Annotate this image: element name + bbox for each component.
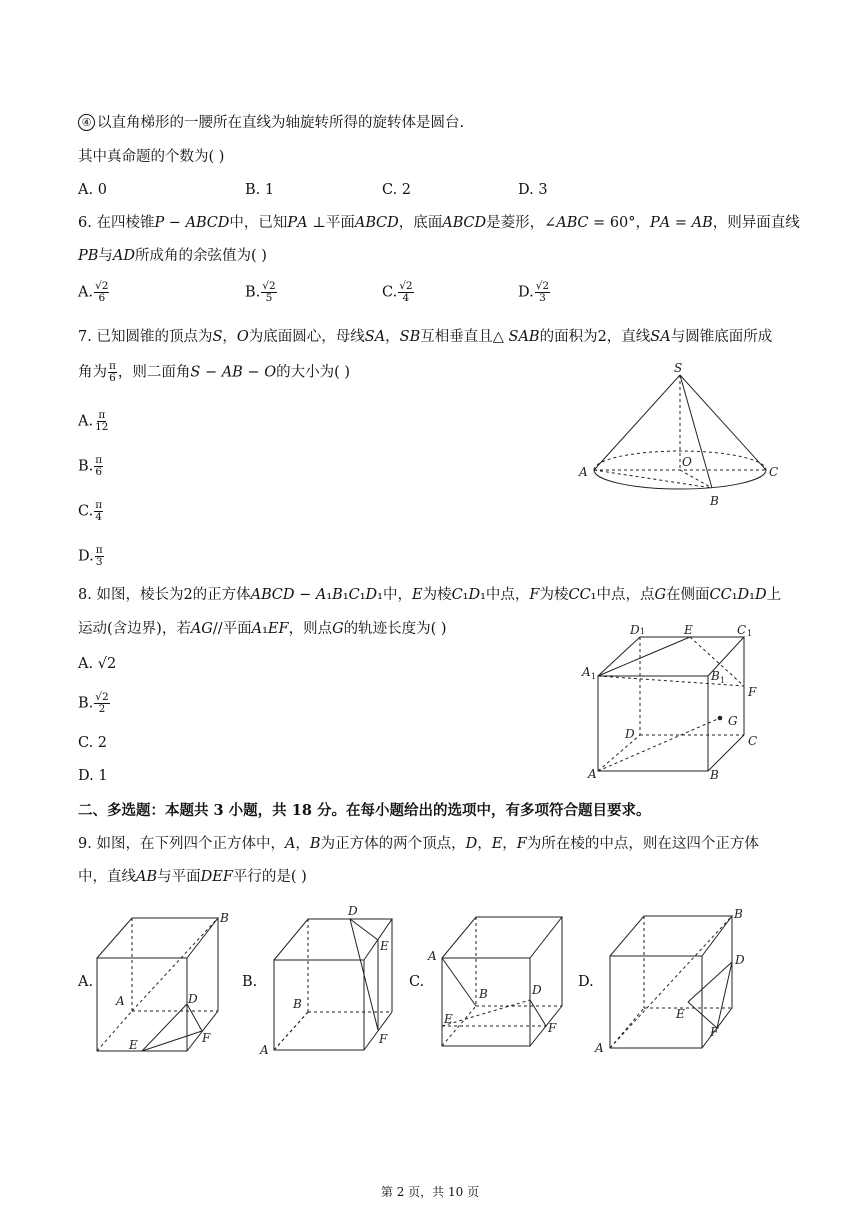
q9b-label-D: D bbox=[348, 904, 358, 918]
q8-top-face bbox=[598, 637, 744, 676]
q7-option-c bbox=[78, 500, 104, 523]
q9b-label-F: F bbox=[379, 1032, 388, 1046]
q8-point-G bbox=[718, 716, 723, 721]
q9b-front-face bbox=[274, 960, 364, 1050]
q8-label-A: A bbox=[588, 767, 597, 781]
q8-option-b-letter: B. bbox=[78, 695, 94, 712]
q6-option-c bbox=[382, 281, 415, 304]
q9a-top-face bbox=[97, 918, 218, 958]
q5-item4-number: ④ bbox=[78, 114, 95, 131]
q9d-label-D: D bbox=[735, 953, 745, 967]
q9-stem-line2: 中，直线𝐴𝐵与平面𝐷𝐸𝐹平行的是( ) bbox=[78, 869, 307, 885]
q6-option-d-letter: D. bbox=[518, 284, 534, 301]
q7-stem-line1: 7. 已知圆锥的顶点为𝑆，𝑂为底面圆心，母线𝑆𝐴，𝑆𝐵互相垂直且△ 𝑆𝐴𝐵的面积为2，直线𝑆𝐴与圆锥底面所成 bbox=[78, 329, 773, 345]
q8-option-a-value: √2 bbox=[97, 656, 117, 672]
q8-seg-AG bbox=[598, 718, 720, 771]
q8-label-E: E bbox=[684, 623, 693, 637]
q9-figure-c-label: C. bbox=[409, 974, 425, 990]
q6-option-c-num: √2 bbox=[399, 280, 413, 292]
q6-option-b-letter: B. bbox=[245, 284, 261, 301]
q9d-label-B: B bbox=[734, 907, 743, 921]
q6-option-d-num: √2 bbox=[535, 280, 550, 292]
q7-stem-line2 bbox=[78, 361, 350, 384]
q5-item4-text: 以直角梯形的一腰所在直线为轴旋转所得的旋转体是圆台. bbox=[97, 115, 465, 131]
q7-label-A: A bbox=[579, 465, 588, 479]
q8-label-C: C bbox=[748, 734, 758, 748]
q9a-hidden-left bbox=[97, 1011, 132, 1051]
q7-option-b-letter: B. bbox=[78, 458, 94, 475]
q7-option-d bbox=[78, 545, 105, 568]
q8-label-C1: C bbox=[737, 623, 747, 637]
q6-option-b bbox=[245, 281, 278, 304]
q8-option-c-letter: C. bbox=[78, 735, 94, 751]
q8-option-c-value: 2 bbox=[97, 735, 108, 751]
q9b-top-face bbox=[274, 919, 392, 960]
q6-option-a-den: 6 bbox=[98, 292, 106, 304]
q8-label-D1-sub: 1 bbox=[640, 627, 646, 636]
q7-angle-num: π bbox=[109, 360, 116, 372]
q6-stem-line2: 𝑃𝐵与𝐴𝐷所成角的余弦值为( ) bbox=[78, 248, 267, 264]
q8-label-D: D bbox=[625, 727, 635, 741]
q8-option-d bbox=[78, 766, 108, 786]
q8-option-a bbox=[78, 654, 116, 674]
q8-label-A1: A bbox=[582, 665, 591, 679]
section2-heading: 二、多选题：本题共 3 小题，共 18 分。在每小题给出的选项中，有多项符合题目要求。 bbox=[78, 802, 651, 819]
q5-option-a: A. 0 bbox=[78, 182, 107, 198]
q7-option-a-letter: A. bbox=[78, 413, 94, 430]
q8-cube-figure bbox=[580, 622, 765, 784]
q9c-front-face bbox=[442, 958, 530, 1046]
q9b-label-E: E bbox=[380, 939, 389, 953]
q9b-line-AB bbox=[274, 1012, 308, 1050]
q9d-label-E: E bbox=[676, 1007, 685, 1021]
q8-label-D1: D bbox=[630, 623, 640, 637]
q7-chord-AB bbox=[594, 470, 712, 488]
q9d-label-A: A bbox=[595, 1041, 604, 1054]
q7-option-b-num: π bbox=[95, 454, 103, 466]
q9a-label-F: F bbox=[202, 1031, 211, 1045]
q6-option-a-num: √2 bbox=[95, 280, 109, 292]
q9-figure-b-label: B. bbox=[242, 974, 258, 990]
q5-option-c: C. 2 bbox=[382, 182, 412, 198]
q7-option-b-den: 6 bbox=[95, 466, 103, 478]
q7-option-d-den: 3 bbox=[95, 556, 103, 568]
q9c-seg-DE bbox=[442, 1000, 530, 1026]
q9c-label-B: B bbox=[479, 987, 488, 1001]
q9d-seg-DE bbox=[688, 962, 732, 1002]
q9-cube-b bbox=[258, 902, 398, 1056]
q8-stem-line1: 8. 如图，棱长为2的正方体𝐴𝐵𝐶𝐷 − 𝐴₁𝐵₁𝐶₁𝐷₁中，𝐸为棱𝐶₁𝐷₁中点，𝐹为棱𝐶𝐶₁中点，点𝐺在侧面𝐶𝐶₁𝐷₁𝐷上 bbox=[78, 587, 782, 603]
q9c-seg-DF bbox=[530, 1000, 546, 1026]
q9c-label-A: A bbox=[428, 949, 437, 963]
q6-option-d-den: 3 bbox=[539, 292, 546, 304]
q9c-line-AB bbox=[442, 958, 476, 1006]
q8-seg-A1E bbox=[598, 637, 690, 676]
q8-label-F: F bbox=[748, 685, 757, 699]
q6-option-c-letter: C. bbox=[382, 284, 398, 301]
q9-stem-line1: 9. 如图，在下列四个正方体中，𝐴，𝐵为正方体的两个顶点，𝐷，𝐸，𝐹为所在棱的中点，则在这四个正方体 bbox=[78, 836, 759, 852]
q9a-label-E: E bbox=[129, 1038, 138, 1052]
q9-figure-a-label: A. bbox=[78, 974, 94, 990]
q6-stem-line1: 6. 在四棱锥𝑃 − 𝐴𝐵𝐶𝐷中，已知𝑃𝐴 ⊥平面𝐴𝐵𝐶𝐷，底面𝐴𝐵𝐶𝐷是菱形，∠𝐴𝐵𝐶 = 60°，𝑃𝐴 = 𝐴𝐵，则异面直线 bbox=[78, 215, 800, 231]
q9a-line-AB bbox=[132, 918, 218, 1011]
q9c-label-F: F bbox=[548, 1021, 557, 1035]
q7-stem-line2-post: ，则二面角𝑆 − 𝐴𝐵 − 𝑂的大小为( ) bbox=[117, 364, 351, 381]
q7-option-d-num: π bbox=[95, 544, 103, 556]
q9a-seg-DF bbox=[187, 1004, 202, 1031]
q7-option-a-den: 12 bbox=[95, 421, 109, 433]
q5-item4 bbox=[78, 113, 464, 133]
q7-option-b bbox=[78, 455, 104, 478]
q7-option-c-den: 4 bbox=[95, 511, 102, 523]
q6-option-a-letter: A. bbox=[78, 284, 94, 301]
q7-angle-den: 6 bbox=[109, 372, 116, 384]
q8-option-d-value: 1 bbox=[98, 768, 108, 784]
q8-label-B: B bbox=[710, 768, 719, 782]
q7-label-O: O bbox=[682, 455, 692, 469]
q6-option-b-den: 5 bbox=[265, 292, 273, 304]
q8-label-A1-sub: 1 bbox=[591, 672, 597, 681]
q6-option-a bbox=[78, 281, 110, 304]
q7-option-d-letter: D. bbox=[78, 548, 94, 565]
q7-option-c-letter: C. bbox=[78, 503, 94, 520]
q9b-label-A: A bbox=[260, 1043, 269, 1056]
q9b-label-B: B bbox=[293, 997, 302, 1011]
q9-figure-d-label: D. bbox=[578, 974, 594, 990]
q7-cone-figure bbox=[575, 362, 790, 512]
q8-label-B1-sub: 1 bbox=[720, 676, 726, 685]
q9c-top-face bbox=[442, 917, 562, 958]
q6-option-c-den: 4 bbox=[402, 292, 410, 304]
q8-option-b-den: 2 bbox=[98, 703, 106, 715]
q9-cube-d bbox=[594, 904, 754, 1054]
q7-option-a-num: π bbox=[98, 409, 106, 421]
q5-prompt: 其中真命题的个数为( ) bbox=[78, 149, 225, 165]
q9c-label-E: E bbox=[444, 1012, 453, 1026]
q9a-front-face bbox=[97, 958, 187, 1051]
q9c-label-D: D bbox=[532, 983, 542, 997]
q8-option-b bbox=[78, 692, 111, 715]
q7-label-S: S bbox=[674, 362, 683, 375]
q8-stem-line2: 运动(含边界)，若𝐴𝐺//平面𝐴₁𝐸𝐹，则点𝐺的轨迹长度为( ) bbox=[78, 621, 447, 637]
q7-option-c-num: π bbox=[95, 499, 103, 511]
q8-option-d-letter: D. bbox=[78, 768, 94, 784]
q7-option-a bbox=[78, 410, 110, 433]
q9a-label-D: D bbox=[188, 992, 198, 1006]
q9a-label-A: A bbox=[116, 994, 125, 1008]
q8-label-C1-sub: 1 bbox=[747, 629, 753, 638]
q8-option-a-letter: A. bbox=[78, 656, 94, 672]
q7-stem-line2-pre: 角为 bbox=[78, 364, 107, 381]
q6-option-b-num: √2 bbox=[262, 280, 276, 292]
q9-cube-a bbox=[94, 908, 234, 1056]
q9d-label-F: F bbox=[710, 1025, 719, 1039]
q7-label-C: C bbox=[769, 465, 779, 479]
q7-label-B: B bbox=[710, 494, 719, 508]
q6-option-d bbox=[518, 281, 551, 304]
q9a-label-B: B bbox=[220, 911, 229, 925]
page-footer: 第 2 页，共 10 页 bbox=[380, 1185, 480, 1199]
q8-edge-BC bbox=[708, 735, 744, 771]
q8-label-B1: B bbox=[711, 669, 720, 683]
q9-cube-c bbox=[424, 910, 574, 1052]
q8-option-b-num: √2 bbox=[95, 691, 109, 703]
q5-option-b: B. 1 bbox=[245, 182, 275, 198]
q8-label-G: G bbox=[728, 714, 738, 728]
q5-option-d: D. 3 bbox=[518, 182, 548, 198]
q8-option-c bbox=[78, 733, 107, 753]
q8-front-face bbox=[598, 676, 708, 771]
